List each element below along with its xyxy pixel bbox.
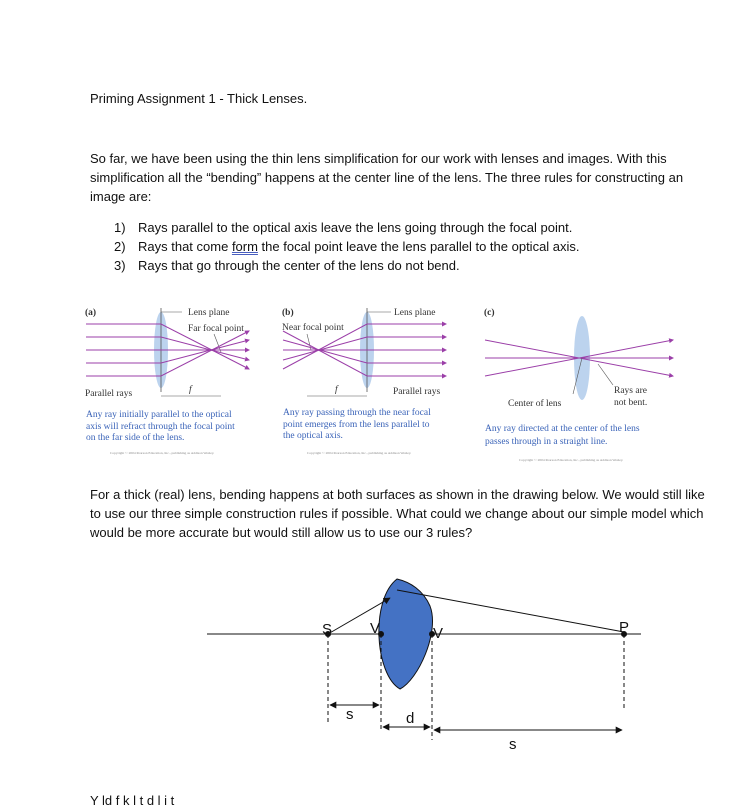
figure-a-caption: Any ray initially parallel to the optical axis will refract through the focal point on the far side of the lens. [86,410,235,443]
rule-item-1 [114,218,572,237]
focal-length-label: f [335,385,338,395]
reference-dashes [328,634,624,740]
rule-item-2 [114,237,580,256]
figure-c-caption: Any ray directed at the center of the lens passes through in a straight line. [485,424,640,447]
label-S: S [322,621,333,638]
figure-b-caption: Any ray passing through the near focal point emerges from the lens parallel to the optical axis. [283,408,431,441]
label-d: d [406,710,415,727]
rule-number: 1) [114,220,126,235]
figure-b-tag: (b) [282,308,294,318]
parallel-rays-label: Parallel rays [393,387,441,397]
thick-lens-paragraph: For a thick (real) lens, bending happens at both surfaces as shown in the drawing below. We would still like to use our three simple construction rules if possible. What could we change about our simple model which would be more accurate but would still allow us to use our 3 rules? [90,487,705,540]
lens-plane-label: Lens plane [188,308,230,318]
figure-c-tag: (c) [484,308,495,318]
copyright-note: Copyright © 2004 Pearson Education, Inc., publishing as Addison Wesley. [110,451,215,455]
rule-text: Rays that come [138,239,232,254]
rays-not-bent-label-1: Rays are [614,386,647,396]
intro-paragraph: So far, we have been using the thin lens simplification for our work with lenses and images. With this simplification all the “bending” happens at the center line of the lens. The three rules for constructing an image are: [90,151,684,204]
center-of-lens-label: Center of lens [508,399,562,409]
rule-text: Rays parallel to the optical axis leave the lens going through the focal point. [138,220,573,235]
cutoff-text-line: Y ld f k l t d l i t [90,793,175,808]
copyright-note: Copyright © 2004 Pearson Education, Inc., publishing as Addison Wesley. [519,458,624,462]
rays-not-bent-label-2: not bent. [614,398,648,408]
copyright-note: Copyright © 2004 Pearson Education, Inc., publishing as Addison Wesley. [307,451,412,455]
label-s2: s [509,736,517,753]
label-P: P [619,619,630,636]
near-focal-label: Near focal point [282,323,344,333]
assignment-title: Priming Assignment 1 - Thick Lenses. [90,91,308,106]
figure-a-tag: (a) [85,308,97,318]
thick-lens-diagram [0,560,735,760]
label-s1: s [346,706,354,723]
spelling-flag-word: form [231,239,258,254]
figure-b-near-focal [281,300,473,460]
focal-length-label: f [189,385,192,395]
rule-text-cont: the focal point leave the lens parallel to the optical axis. [257,239,580,254]
rule-text: Rays that go through the center of the lens do not bend. [138,258,460,273]
label-V1: V [370,620,381,637]
label-V2: V [433,625,444,642]
rule-number: 2) [114,239,126,254]
figure-a-parallel-rays [84,300,276,460]
rule-item-3 [114,256,460,275]
lens-plane-label: Lens plane [394,308,436,318]
far-focal-label: Far focal point [188,324,244,334]
figure-c-center-ray [483,300,683,465]
parallel-rays-label: Parallel rays [85,389,133,399]
rule-number: 3) [114,258,126,273]
